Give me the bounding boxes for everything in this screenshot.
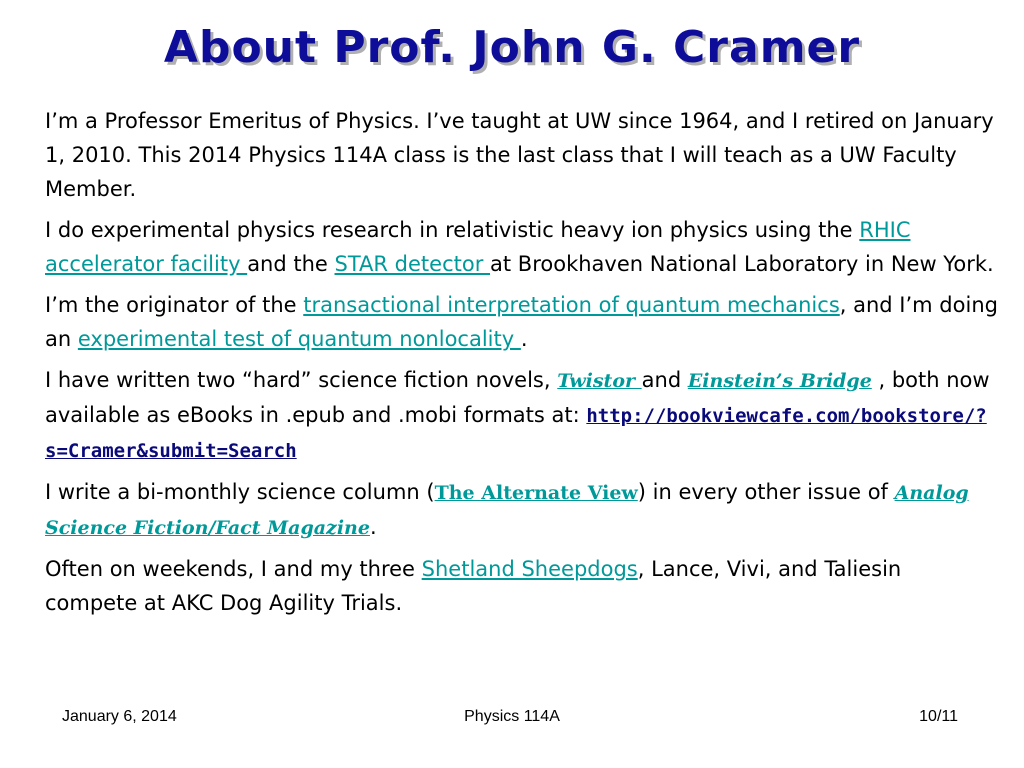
footer-course: Physics 114A [464,708,560,725]
paragraph-text: at Brookhaven National Laboratory in New York. [490,252,994,276]
paragraph-text: I have written two “hard” science fiction novels, [45,368,558,392]
paragraph-text: I do experimental physics research in relativistic heavy ion physics using the [45,218,860,242]
footer-page-number: 10/11 [919,708,958,725]
paragraph-text: . [520,327,528,351]
paragraph-text: . [369,515,377,539]
paragraph-emeritus [45,104,1000,206]
paragraph-novels [45,363,1000,468]
shetland-sheepdogs-link[interactable]: Shetland Sheepdogs [421,557,638,581]
paragraph-interpretation [45,288,1000,356]
footer-date: January 6, 2014 [62,708,177,725]
paragraph-text: I write a bi-monthly science column ( [45,480,435,504]
paragraph-text: , both now available as eBooks in .epub and .mobi formats at: [45,368,990,427]
paragraph-research [45,213,1000,281]
bookviewcafe-url-link[interactable]: http://bookviewcafe.com/bookstore/?s=Cramer&submit=Search [45,405,987,462]
star-detector-link[interactable]: STAR detector [334,252,491,276]
slide-title: About Prof. John G. Cramer [163,22,861,73]
paragraph-dogs [45,552,1000,620]
paragraph-text: ) in every other issue of [637,480,895,504]
paragraph-text: Often on weekends, I and my three [45,557,422,581]
paragraph-text: and [641,368,688,392]
einsteins-bridge-link[interactable]: Einstein’s Bridge [687,370,872,392]
nonlocality-test-link[interactable]: experimental test of quantum nonlocality [77,327,521,351]
slide-body [45,104,1000,627]
alternate-view-link[interactable]: The Alternate View [434,482,638,504]
twistor-link[interactable]: Twistor [557,370,642,392]
paragraph-column [45,475,1000,545]
paragraph-text: , and I’m doing an [45,293,998,351]
rhic-accelerator-link[interactable]: RHIC accelerator facility [45,218,911,276]
transactional-interpretation-link[interactable]: transactional interpretation of quantum mechanics [303,293,840,317]
paragraph-text: I’m the originator of the [45,293,304,317]
analog-magazine-link[interactable]: Analog Science Fiction/Fact Magazine [45,482,969,539]
paragraph-text: , Lance, Vivi, and Taliesin compete at AKC Dog Agility Trials. [45,557,902,615]
paragraph-text: and the [247,252,335,276]
paragraph-text: I’m a Professor Emeritus of Physics. I’ve taught at UW since 1964, and I retired on January 1, 2010. This 2014 Physics 114A class is the last class that I will teach as a UW Faculty Member. [45,109,994,201]
